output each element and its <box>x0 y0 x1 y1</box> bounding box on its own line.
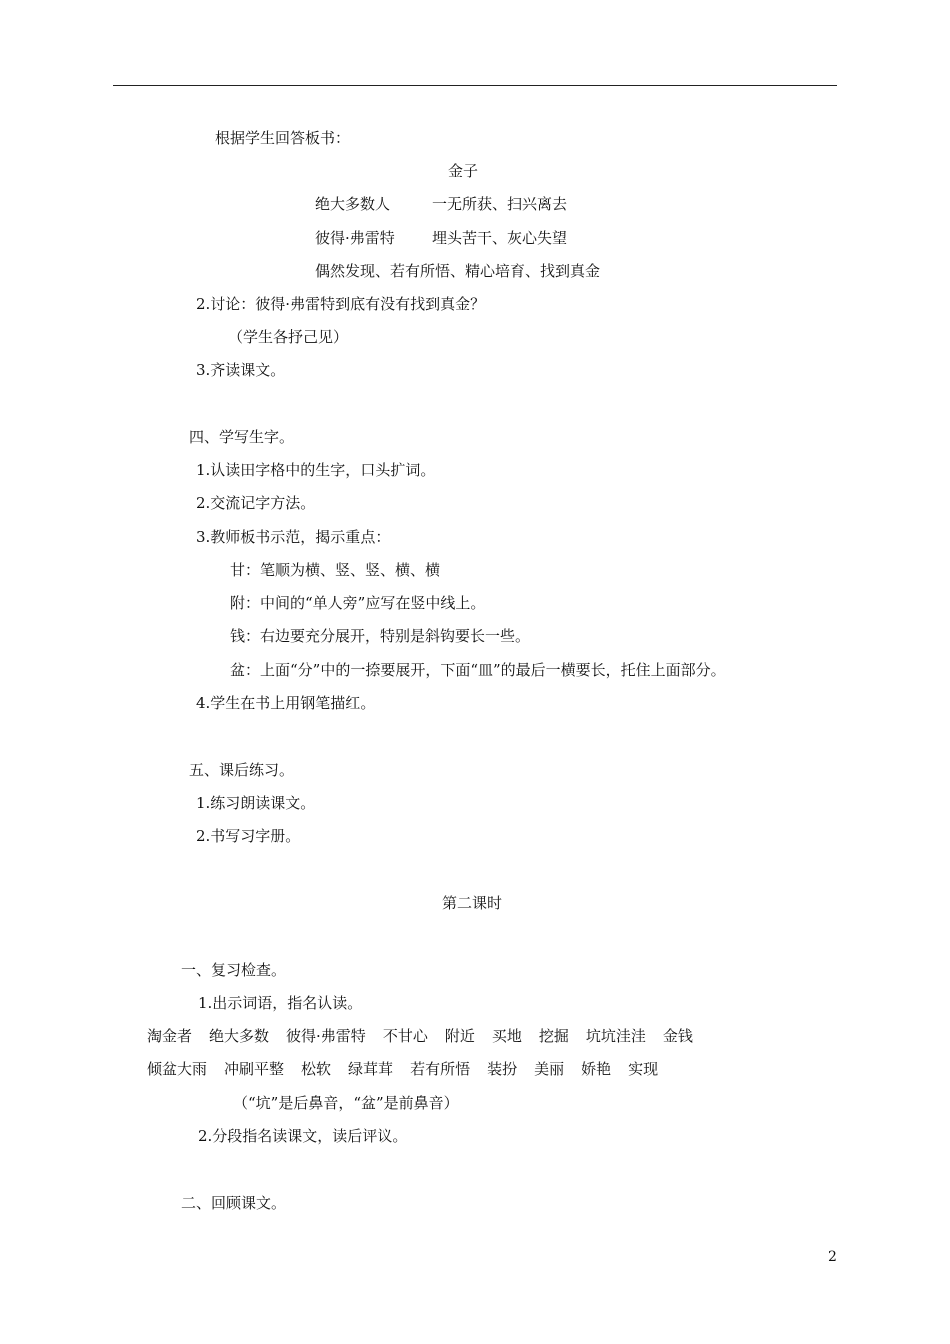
word-item: 装扮 <box>487 1060 518 1078</box>
char-note-qian: 钱：右边要充分展开，特别是斜钩要长一些。 <box>230 627 531 645</box>
word-item: 不甘心 <box>382 1027 428 1045</box>
recall-heading: 二、回顾课文。 <box>181 1194 287 1212</box>
word-item: 挖掘 <box>538 1027 569 1045</box>
word-list-row-2 <box>147 1059 675 1079</box>
word-item: 绿茸茸 <box>348 1060 394 1078</box>
section-four-item-3: 3.教师板书示范，揭示重点： <box>196 528 391 546</box>
board-row-3: 偶然发现、若有所悟、精心培育、找到真金 <box>315 262 601 280</box>
section-five-item-2: 2.书写习字册。 <box>196 827 301 845</box>
section-four-item-4: 4.学生在书上用钢笔描红。 <box>196 694 376 712</box>
section-five-heading: 五、课后练习。 <box>189 761 295 779</box>
board-row-2-result: 埋头苦干、灰心失望 <box>432 229 568 247</box>
discussion-note: （学生各抒己见） <box>228 328 349 346</box>
section-four-item-2: 2.交流记字方法。 <box>196 494 316 512</box>
header-rule <box>113 85 837 86</box>
board-row-2-subject: 彼得·弗雷特 <box>315 229 395 247</box>
word-item: 实现 <box>628 1060 659 1078</box>
word-item: 坑坑洼洼 <box>585 1027 646 1045</box>
board-row-1-subject: 绝大多数人 <box>315 195 391 213</box>
discussion-item: 2.讨论：彼得·弗雷特到底有没有找到真金？ <box>196 295 486 313</box>
review-heading: 一、复习检查。 <box>181 961 287 979</box>
word-item: 附近 <box>444 1027 475 1045</box>
word-list-row-1 <box>147 1026 710 1046</box>
review-item-2: 2.分段指名读课文，读后评议。 <box>198 1127 408 1145</box>
word-item: 彼得·弗雷特 <box>286 1027 366 1045</box>
char-note-gan: 甘：笔顺为横、竖、竖、横、横 <box>230 561 441 579</box>
section-four-item-1: 1.认读田字格中的生字，口头扩词。 <box>196 461 436 479</box>
board-title: 金子 <box>448 162 479 180</box>
word-item: 若有所悟 <box>410 1060 471 1078</box>
page-number: 2 <box>828 1249 837 1265</box>
char-note-fu: 附：中间的“单人旁”应写在竖中线上。 <box>230 594 486 612</box>
word-item: 冲刷平整 <box>224 1060 285 1078</box>
pronunciation-note: （“坑”是后鼻音，“盆”是前鼻音） <box>233 1094 459 1112</box>
section-five-item-1: 1.练习朗读课文。 <box>196 794 316 812</box>
board-row-1-result: 一无所获、扫兴离去 <box>432 195 568 213</box>
read-together-item: 3.齐读课文。 <box>196 361 286 379</box>
lesson-two-title: 第二课时 <box>442 894 503 912</box>
review-item-1: 1.出示词语，指名认读。 <box>198 994 363 1012</box>
word-item: 倾盆大雨 <box>147 1060 208 1078</box>
section-four-heading: 四、学写生字。 <box>189 428 295 446</box>
board-intro: 根据学生回答板书： <box>215 129 351 147</box>
word-item: 美丽 <box>534 1060 565 1078</box>
word-item: 买地 <box>491 1027 522 1045</box>
word-item: 松软 <box>301 1060 332 1078</box>
word-item: 金钱 <box>662 1027 693 1045</box>
word-item: 淘金者 <box>147 1027 193 1045</box>
word-item: 娇艳 <box>581 1060 612 1078</box>
word-item: 绝大多数 <box>209 1027 270 1045</box>
char-note-pen: 盆：上面“分”中的一捺要展开，下面“皿”的最后一横要长，托住上面部分。 <box>230 661 726 679</box>
